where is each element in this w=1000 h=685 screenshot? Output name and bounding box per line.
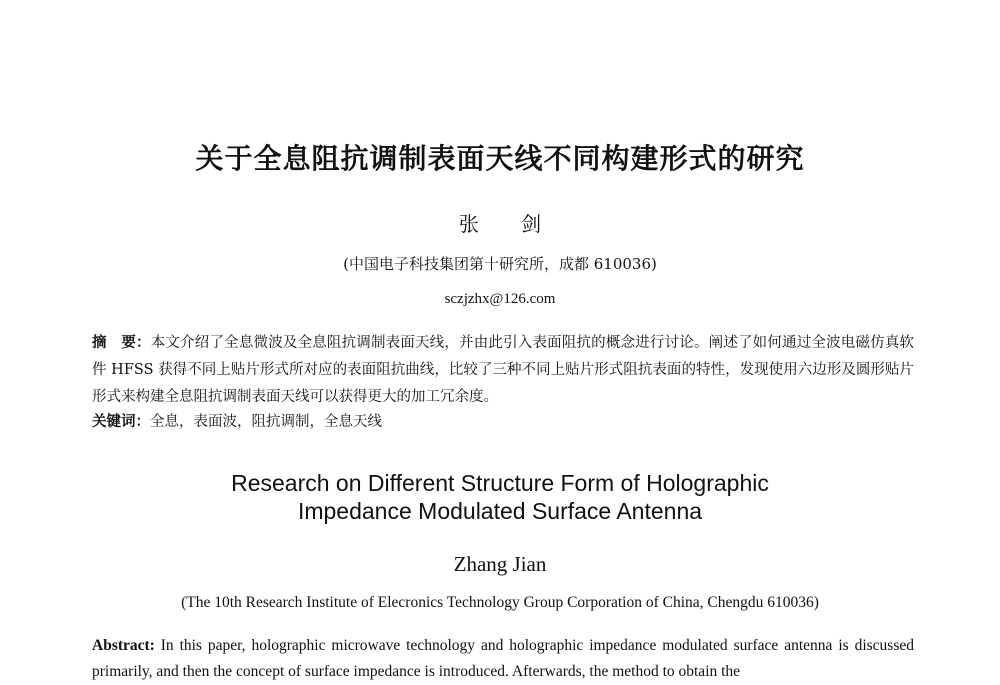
- english-title-line1: Research on Different Structure Form of Holographic: [231, 470, 769, 496]
- chinese-author: 张 剑: [458, 212, 560, 236]
- chinese-affiliation: (中国电子科技集团第十研究所，成都 610036): [343, 255, 657, 273]
- chinese-abstract-label: 摘 要：: [92, 335, 151, 351]
- english-abstract-label: Abstract:: [92, 637, 155, 654]
- english-abstract-text: In this paper, holographic microwave technology and holographic impedance modulated surface antenna is discussed primarily, and then the concept of surface impedance is introduced. Afterwards, the method to obtain the: [92, 637, 914, 680]
- english-author: Zhang Jian: [453, 552, 547, 576]
- english-affiliation: (The 10th Research Institute of Elecronics Technology Group Corporation of China, Chengdu 610036): [181, 594, 819, 611]
- chinese-abstract: [92, 330, 914, 411]
- author-email: sczjzhx@126.com: [444, 291, 556, 307]
- english-title-line2: Impedance Modulated Surface Antenna: [297, 498, 703, 524]
- english-title: [0, 469, 1000, 525]
- chinese-keywords-label: 关键词：: [92, 414, 150, 430]
- chinese-keywords-text: 全息，表面波，阻抗调制，全息天线: [150, 414, 382, 430]
- chinese-keywords: [92, 409, 914, 436]
- chinese-abstract-text: 本文介绍了全息微波及全息阻抗调制表面天线，并由此引入表面阻抗的概念进行讨论。阐述了如何通过全波电磁仿真软件 HFSS 获得不同上贴片形式所对应的表面阻抗曲线，比较了三种不同上贴片形式阻抗表面的特性，发现使用六边形及圆形贴片形式来构建全息阻抗调制表面天线可以获得更大的加工冗余度。: [92, 335, 915, 405]
- chinese-title: 关于全息阻抗调制表面天线不同构建形式的研究: [195, 142, 805, 175]
- english-abstract: [92, 633, 914, 685]
